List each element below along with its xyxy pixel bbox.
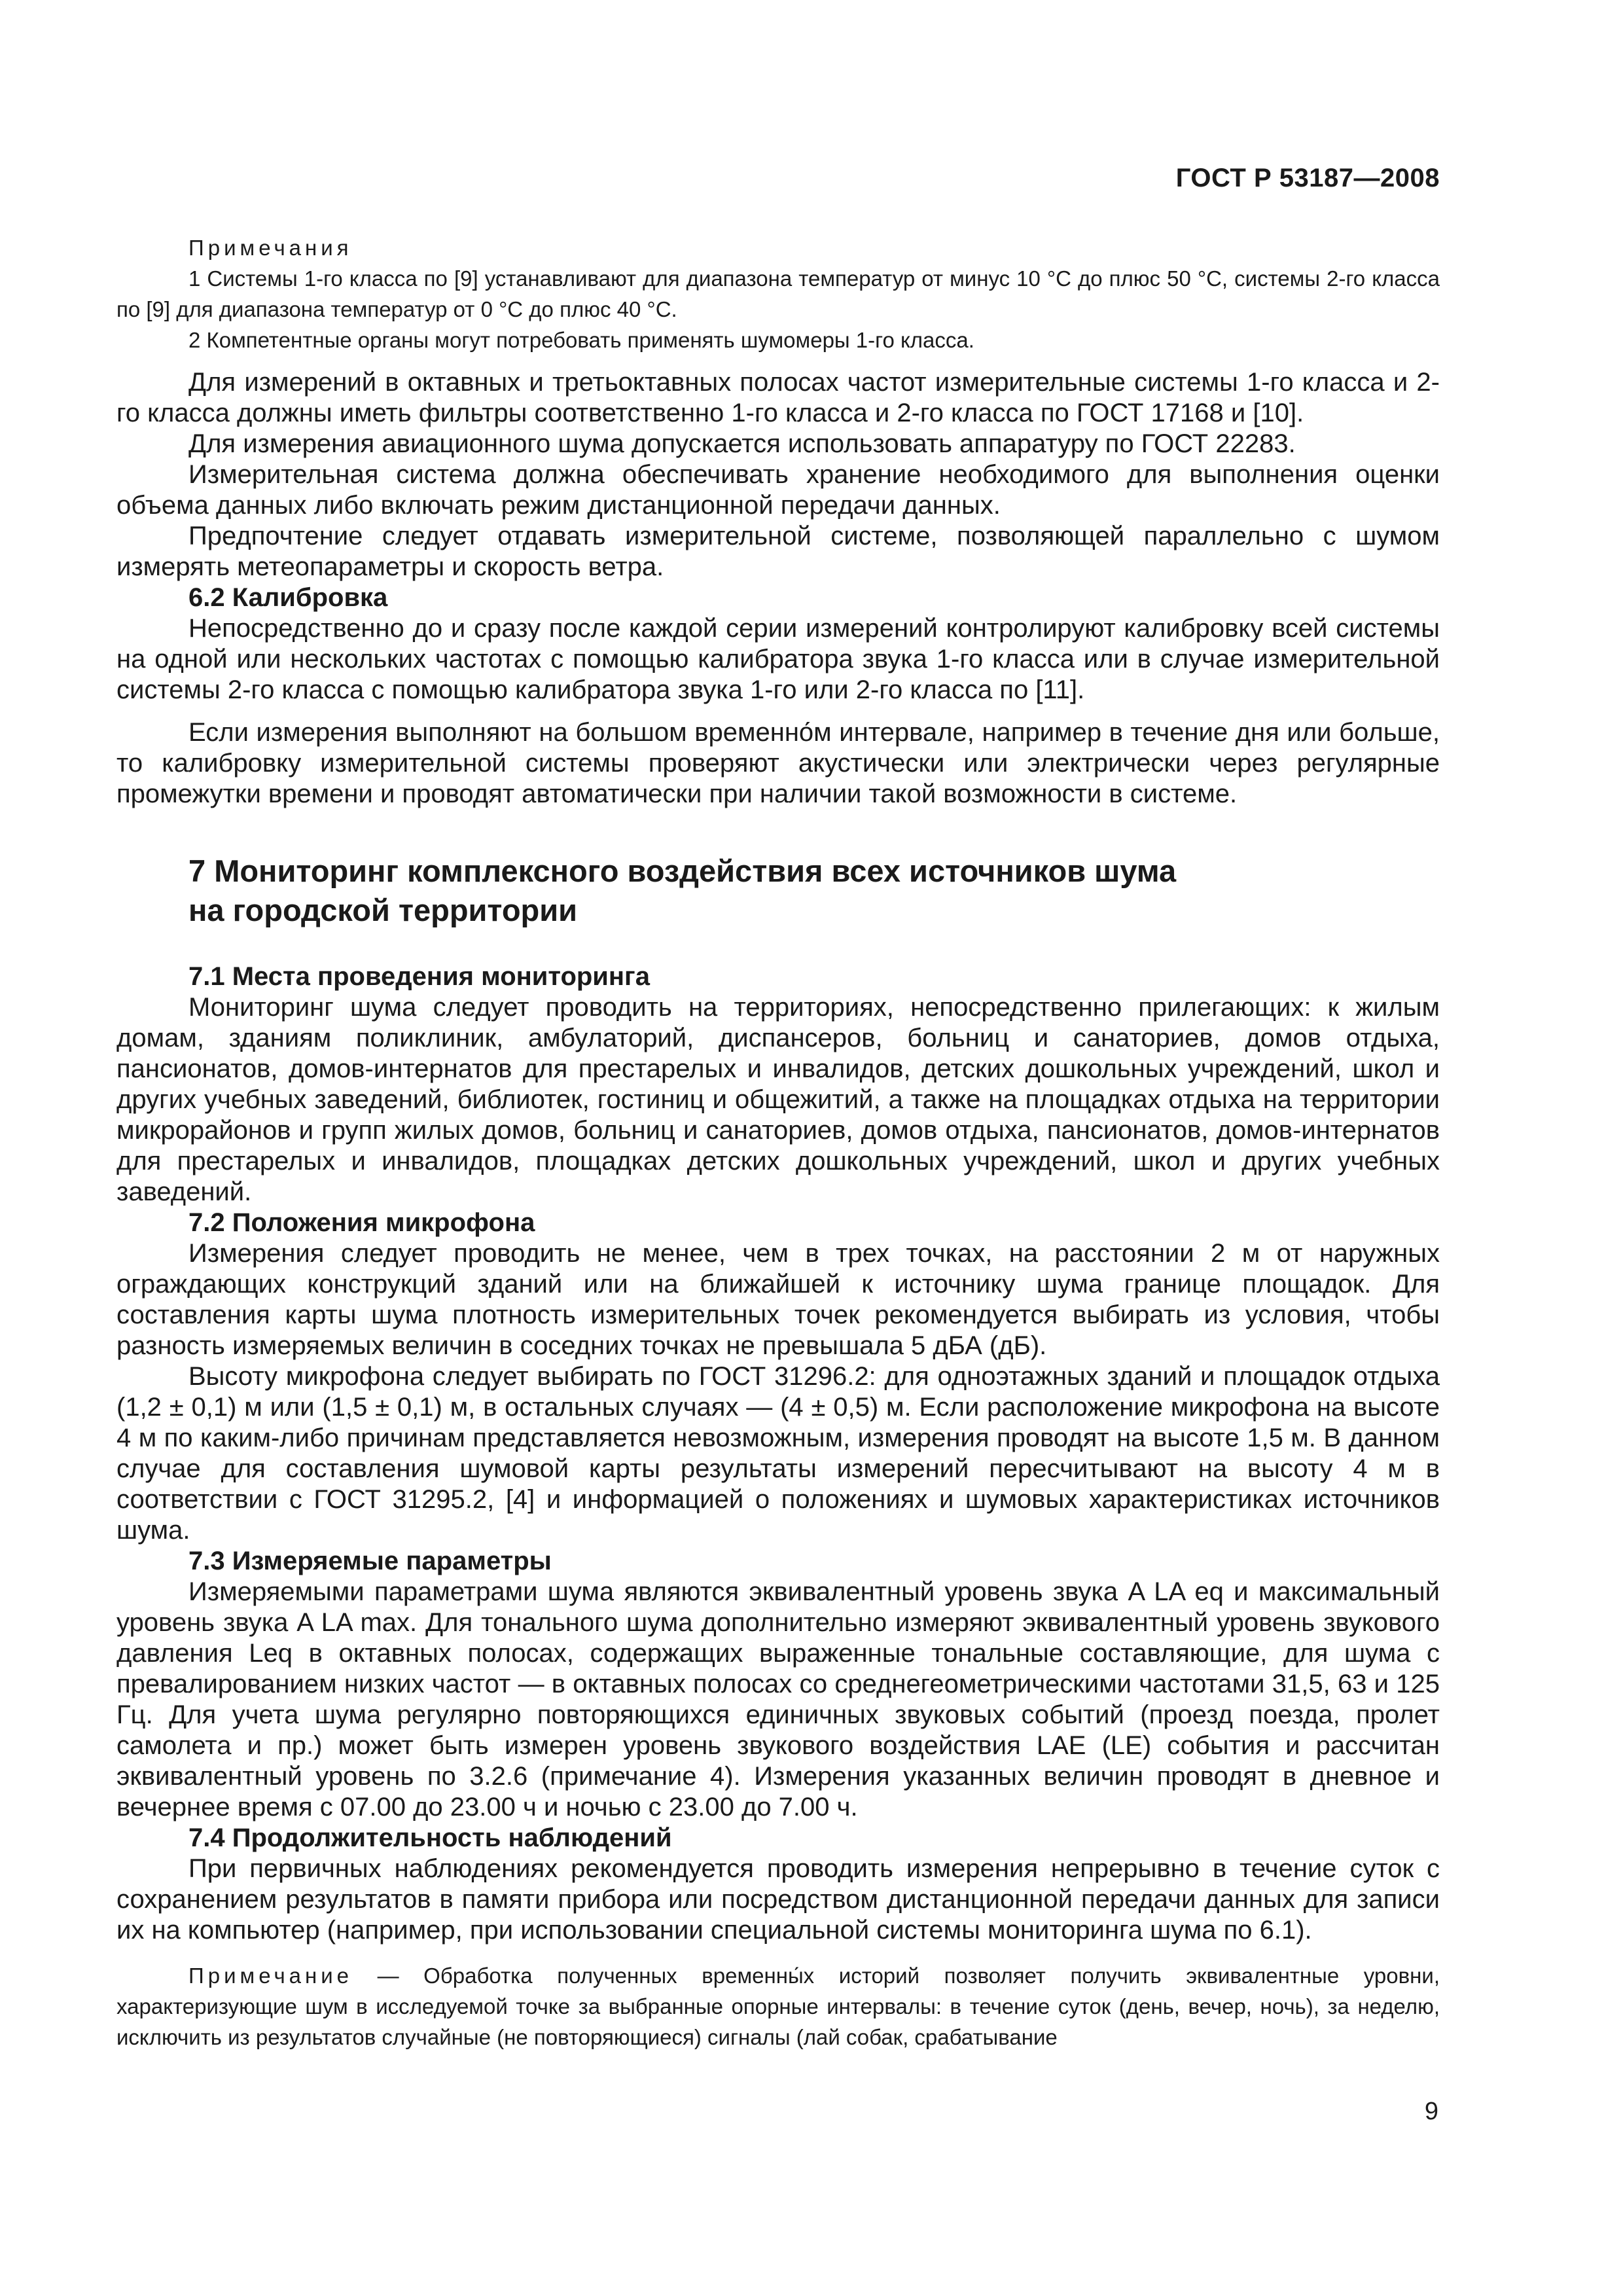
page-number: 9: [1424, 2098, 1438, 2125]
document-header: ГОСТ Р 53187—2008: [1175, 164, 1440, 192]
note-7-4: [116, 1960, 1440, 2053]
heading-7-2: 7.2 Положения микрофона: [188, 1208, 535, 1237]
heading-7-4: 7.4 Продолжительность наблюдений: [188, 1823, 672, 1852]
paragraph: Измерения следует проводить не менее, чем в трех точках, на расстоянии 2 м от наружных ограждающих конструкций зданий или на ближайшей к источнику шума границе площадок. Для составления карты шума плотность измерительных точек рекомендуется выбирать из условия, чтобы разность измеряемых величин в соседних точках не превышала 5 дБА (дБ).: [116, 1239, 1440, 1360]
paragraph: Предпочтение следует отдавать измерительной системе, позволяющей параллельно с шумом измерять метеопараметры и скорость ветра.: [116, 522, 1440, 581]
paragraph: Для измерений в октавных и третьоктавных полосах частот измерительные системы 1-го класса и 2-го класса должны иметь фильтры соответственно 1-го класса и 2-го класса по ГОСТ 17168 и [10].: [116, 368, 1440, 427]
heading-7-3: 7.3 Измеряемые параметры: [188, 1547, 552, 1575]
note-item-1: 1 Системы 1-го класса по [9] устанавливают для диапазона температур от минус 10 °С до плюс 50 °С, системы 2-го класса по [9] для диапазона температур от 0 °С до плюс 40 °С.: [116, 266, 1440, 321]
heading-6-2: 6.2 Калибровка: [188, 583, 388, 612]
paragraph: Измерительная система должна обеспечивать хранение необходимого для выполнения оценки объема данных либо включать режим дистанционной передачи данных.: [116, 460, 1440, 520]
paragraph: Непосредственно до и сразу после каждой серии измерений контролируют калибровку всей системы на одной или нескольких частотах с помощью калибратора звука 1-го класса или в случае измерительной системы 2-го класса с помощью калибратора звука 1-го или 2-го класса по [11].: [116, 614, 1440, 704]
section-7-title-line-1: 7 Мониторинг комплексного воздействия всех источников шума: [188, 853, 1177, 888]
paragraph: Для измерения авиационного шума допускается использовать аппаратуру по ГОСТ 22283.: [188, 429, 1296, 458]
page-body: [116, 232, 1440, 2053]
section-7-title: [188, 852, 1440, 930]
note-text: — Обработка полученных временны́х историй позволяет получить эквивалентные уровни, характеризующие шум в исследуемой точке за выбранные опорные интервалы: в течение суток (день, вечер, ночь), за неделю, исключить из результатов случайные (не повторяющиеся) сигналы (лай собак, срабатывание: [116, 1964, 1440, 2049]
paragraph: Мониторинг шума следует проводить на территориях, непосредственно прилегающих: к жилым домам, зданиям поликлиник, амбулаторий, диспансеров, больниц и санаториев, домов отдыха, пансионатов, домов-интернатов для престарелых и инвалидов, детских дошкольных учреждений, школ и других учебных заведений, библиотек, гостиниц и общежитий, а также на площадках отдыха на территории микрорайонов и групп жилых домов, больниц и санаториев, домов отдыха, пансионатов, домов-интернатов для престарелых и инвалидов, площадках детских дошкольных учреждений, школ и других учебных заведений.: [116, 993, 1440, 1206]
note-label: Примечание: [188, 1964, 353, 1988]
note-item-2: 2 Компетентные органы могут потребовать применять шумомеры 1-го класса.: [188, 328, 974, 352]
section-7-title-line-2: на городской территории: [188, 893, 578, 927]
heading-7-1: 7.1 Места проведения мониторинга: [188, 962, 650, 991]
paragraph: Если измерения выполняют на большом временно́м интервале, например в течение дня или больше, то калибровку измерительной системы проверяют акустически или электрически через регулярные промежутки времени и проводят автоматически при наличии такой возможности в системе.: [116, 718, 1440, 808]
paragraph: Измеряемыми параметрами шума являются эквивалентный уровень звука A LA eq и максимальный уровень звука A LA max. Для тонального шума дополнительно измеряют эквивалентный уровень звукового давления Leq в октавных полосах, содержащих выраженные тональные составляющие, для шума с превалированием низких частот — в октавных полосах со среднегеометрическими частотами 31,5, 63 и 125 Гц. Для учета шума регулярно повторяющихся единичных звуковых событий (проезд поезда, пролет самолета и пр.) может быть измерен уровень звукового воздействия LAE (LE) события и рассчитан эквивалентный уровень по 3.2.6 (примечание 4). Измерения указанных величин проводят в дневное и вечернее время с 07.00 до 23.00 ч и ночью с 23.00 до 7.00 ч.: [116, 1577, 1440, 1821]
paragraph: Высоту микрофона следует выбирать по ГОСТ 31296.2: для одноэтажных зданий и площадок отдыха (1,2 ± 0,1) м или (1,5 ± 0,1) м, в остальных случаях — (4 ± 0,5) м. Если расположение микрофона на высоте 4 м по каким-либо причинам представляется невозможным, измерения проводят на высоте 1,5 м. В данном случае для составления шумовой карты результаты измерений пересчитывают на высоту 4 м в соответствии с ГОСТ 31295.2, [4] и информацией о положениях и шумовых характеристиках источников шума.: [116, 1362, 1440, 1545]
paragraph: При первичных наблюдениях рекомендуется проводить измерения непрерывно в течение суток с сохранением результатов в памяти прибора или посредством дистанционной передачи данных для записи их на компьютер (например, при использовании специальной системы мониторинга шума по 6.1).: [116, 1854, 1440, 1945]
notes-title: Примечания: [188, 236, 353, 260]
